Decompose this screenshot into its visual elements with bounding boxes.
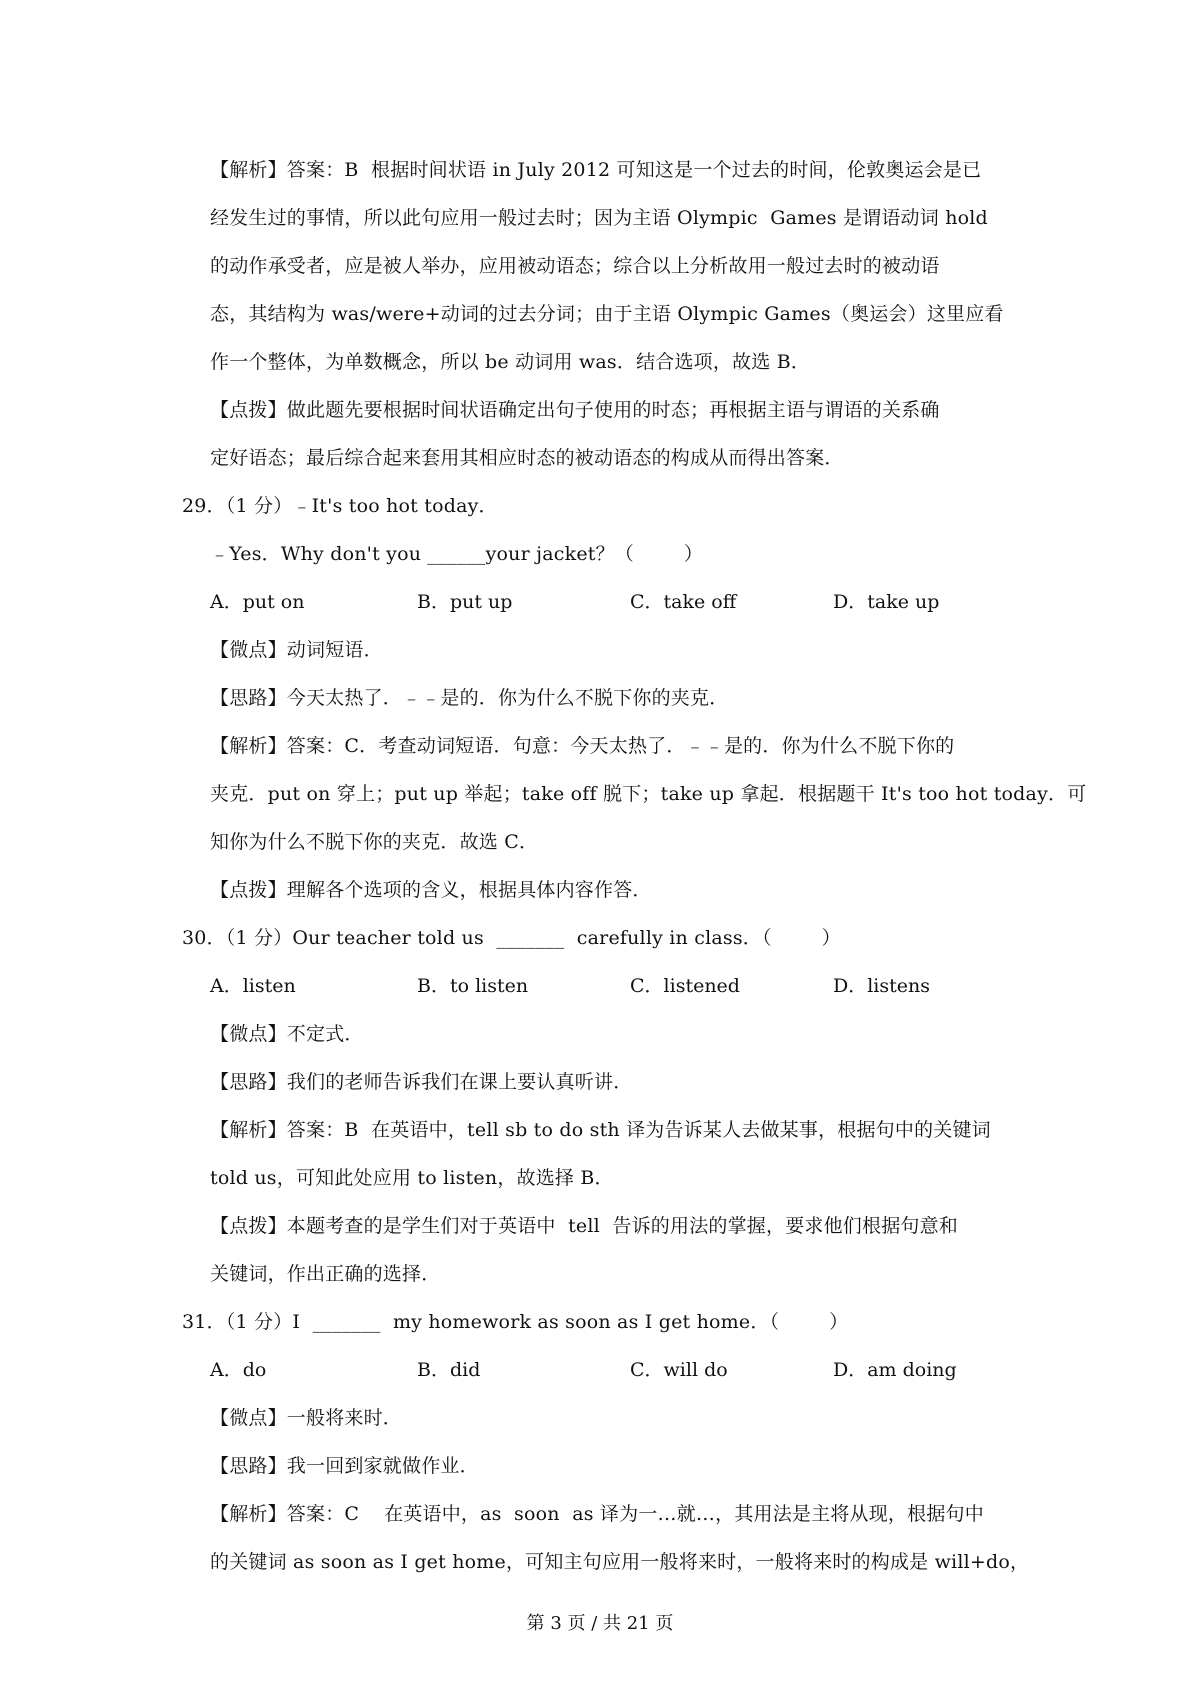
q29-option-a: A．put on [210, 591, 305, 613]
q29-option-c: C．take off [630, 591, 737, 613]
q30-option-a: A．listen [210, 975, 296, 997]
page-number: 第 3 页 / 共 21 页 [526, 1613, 674, 1634]
q29-tip: 【点拨】理解各个选项的含义，根据具体内容作答． [210, 879, 652, 901]
q30-analysis-line-1: 【解析】答案：B 在英语中，tell sb to do sth 译为告诉某人去做某事，根据句中的关键词 [210, 1119, 991, 1141]
prev-analysis-line-5: 作一个整体，为单数概念，所以 be 动词用 was．结合选项，故选 B． [210, 351, 811, 373]
q29-idea: 【思路】今天太热了．﹣﹣是的．你为什么不脱下你的夹克． [210, 687, 729, 709]
q29-option-b: B．put up [417, 591, 513, 613]
q30-idea: 【思路】我们的老师告诉我们在课上要认真听讲． [210, 1071, 633, 1093]
q30-tip-line-1: 【点拨】本题考查的是学生们对于英语中 tell 告诉的用法的掌握，要求他们根据句意和 [210, 1215, 958, 1237]
q30-point: 【微点】不定式． [210, 1023, 364, 1045]
q30-option-d: D．listens [833, 975, 931, 997]
q31-option-d: D．am doing [833, 1359, 957, 1381]
q30-tip-line-2: 关键词，作出正确的选择． [210, 1263, 441, 1285]
q29-point: 【微点】动词短语． [210, 639, 383, 661]
q31-option-b: B．did [417, 1359, 481, 1381]
q31-analysis-line-2: 的关键词 as soon as I get home，可知主句应用一般将来时，一般将来时的构成是 will+do， [210, 1551, 1030, 1573]
q30-option-c: C．listened [630, 975, 740, 997]
prev-tip-line-1: 【点拨】做此题先要根据时间状语确定出句子使用的时态；再根据主语与谓语的关系确 [210, 399, 940, 421]
prev-analysis-line-2: 经发生过的事情，所以此句应用一般过去时；因为主语 Olympic Games 是谓语动词 hold [210, 207, 988, 229]
q29-analysis-line-1: 【解析】答案：C．考查动词短语．句意：今天太热了．﹣﹣是的．你为什么不脱下你的 [210, 735, 955, 757]
q30-option-b: B．to listen [417, 975, 529, 997]
q30-analysis-line-2: told us，可知此处应用 to listen，故选择 B． [210, 1167, 614, 1189]
q29-stem: 29．（1 分）﹣It's too hot today． [182, 495, 498, 517]
q31-option-c: C．will do [630, 1359, 728, 1381]
q31-analysis-line-1: 【解析】答案：C 在英语中，as soon as 译为一…就…，其用法是主将从现，根据句中 [210, 1503, 984, 1525]
q30-stem: 30．（1 分）Our teacher told us _______ carefully in class．（ ） [182, 927, 841, 949]
q31-point: 【微点】一般将来时． [210, 1407, 403, 1429]
prev-analysis-line-3: 的动作承受者，应是被人举办，应用被动语态；综合以上分析故用一般过去时的被动语 [210, 255, 940, 277]
q29-option-d: D．take up [833, 591, 940, 613]
prev-tip-line-2: 定好语态；最后综合起来套用其相应时态的被动语态的构成从而得出答案． [210, 447, 844, 469]
prev-analysis-line-1: 【解析】答案：B 根据时间状语 in July 2012 可知这是一个过去的时间，伦敦奥运会是已 [210, 159, 982, 181]
q31-idea: 【思路】我一回到家就做作业． [210, 1455, 479, 1477]
q29-stem-2: ﹣Yes．Why don't you ______your jacket？（ ） [210, 543, 704, 565]
prev-analysis-line-4: 态，其结构为 was/were+动词的过去分词；由于主语 Olympic Games（奥运会）这里应看 [210, 303, 1004, 325]
q31-option-a: A．do [210, 1359, 267, 1381]
q29-analysis-line-2: 夹克．put on 穿上；put up 举起；take off 脱下；take up 拿起．根据题干 It's too hot today．可 [210, 783, 1087, 805]
q31-stem: 31．（1 分）I _______ my homework as soon as I get home．（ ） [182, 1311, 849, 1333]
q29-analysis-line-3: 知你为什么不脱下你的夹克．故选 C． [210, 831, 539, 853]
